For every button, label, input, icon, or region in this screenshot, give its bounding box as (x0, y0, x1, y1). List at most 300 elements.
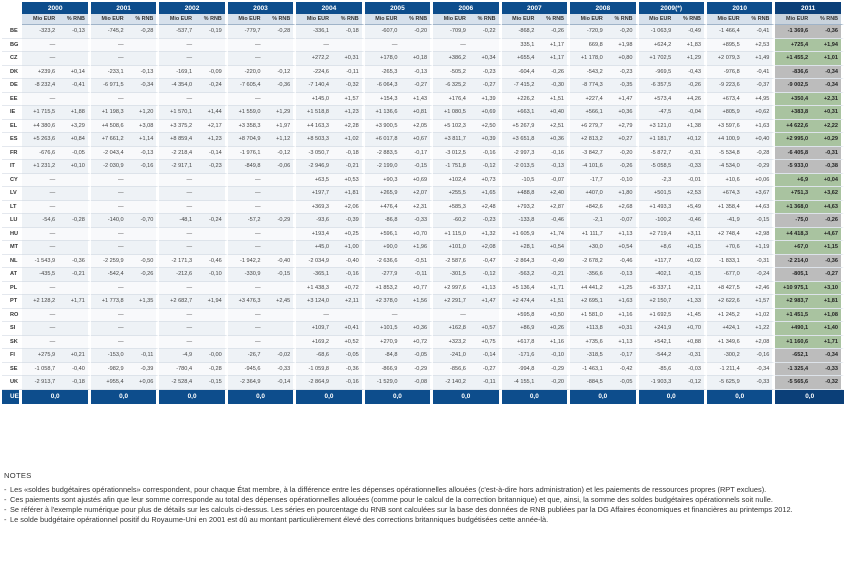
value-mio-eur: -224,6 (296, 66, 332, 80)
value-pct-rnb: +1,15 (811, 241, 844, 255)
value-pct-rnb: +2,31 (400, 201, 433, 215)
value-mio-eur: -220,0 (228, 66, 264, 80)
value-mio-eur: -54,6 (22, 214, 58, 228)
value-mio-eur: +255,5 (433, 187, 469, 201)
country-code: CZ (2, 52, 22, 66)
value-pct-rnb: -0,33 (743, 376, 776, 390)
value-mio-eur: -945,6 (228, 363, 264, 377)
value-mio-eur: +30,0 (570, 241, 606, 255)
value-pct-rnb: +1,40 (811, 322, 844, 336)
value-mio-eur: -60,2 (433, 214, 469, 228)
value-pct-rnb: +2,87 (537, 201, 570, 215)
value-pct-rnb: -0,51 (400, 255, 433, 269)
value-pct-rnb: +2,79 (606, 120, 639, 134)
value-pct-rnb: +0,21 (58, 349, 91, 363)
value-pct-rnb: +1,29 (264, 106, 297, 120)
value-mio-eur: +2 983,7 (775, 295, 811, 309)
value-mio-eur: +2 682,7 (159, 295, 195, 309)
value-pct-rnb: -0,01 (674, 174, 707, 188)
value-mio-eur: +1 559,0 (228, 106, 264, 120)
value-mio-eur: +178,0 (365, 52, 401, 66)
value-mio-eur: -537,7 (159, 25, 195, 39)
value-pct-rnb: -0,20 (400, 25, 433, 39)
value-pct-rnb (127, 174, 160, 188)
value-mio-eur: +1 181,7 (639, 133, 675, 147)
total-value: 0,0 (433, 390, 501, 404)
value-pct-rnb: +1,32 (469, 228, 502, 242)
value-mio-eur: -4 534,0 (707, 160, 743, 174)
value-pct-rnb: +0,54 (606, 241, 639, 255)
value-pct-rnb: +0,36 (537, 133, 570, 147)
value-pct-rnb: -0,12 (674, 376, 707, 390)
country-code: NL (2, 255, 22, 269)
value-pct-rnb: +2,51 (537, 120, 570, 134)
value-mio-eur: -505,2 (433, 66, 469, 80)
value-pct-rnb: +1,49 (743, 52, 776, 66)
value-mio-eur: -2 030,9 (91, 160, 127, 174)
value-mio-eur: +1 605,9 (502, 228, 538, 242)
value-pct-rnb: -0,05 (606, 376, 639, 390)
value-mio-eur: — (22, 336, 58, 350)
value-pct-rnb: +1,43 (400, 93, 433, 107)
mio-eur-header: Mio EUR (365, 14, 401, 25)
value-mio-eur: -652,1 (775, 349, 811, 363)
value-pct-rnb: +1,12 (264, 133, 297, 147)
value-mio-eur: +1 178,0 (570, 52, 606, 66)
country-code: DK (2, 66, 22, 80)
value-mio-eur: — (159, 309, 195, 323)
value-mio-eur: +8,6 (639, 241, 675, 255)
value-mio-eur: -2 883,5 (365, 147, 401, 161)
value-mio-eur: +3 651,8 (502, 133, 538, 147)
value-mio-eur: +1 245,2 (707, 309, 743, 323)
value-pct-rnb: -0,16 (332, 268, 365, 282)
value-pct-rnb: -0,36 (264, 79, 297, 93)
table-row (2, 106, 844, 120)
value-mio-eur: — (228, 322, 264, 336)
value-mio-eur: +5 263,6 (22, 133, 58, 147)
value-pct-rnb (58, 187, 91, 201)
value-mio-eur: +1 702,5 (639, 52, 675, 66)
table-row (2, 79, 844, 93)
operational-balance-table (2, 2, 844, 404)
value-mio-eur: — (91, 187, 127, 201)
value-pct-rnb: -0,29 (400, 363, 433, 377)
year-header: 2001 (91, 2, 159, 14)
value-mio-eur: — (22, 322, 58, 336)
value-pct-rnb: -0,13 (127, 147, 160, 161)
value-mio-eur: +28,1 (502, 241, 538, 255)
value-mio-eur: — (228, 336, 264, 350)
value-mio-eur: — (228, 93, 264, 107)
value-pct-rnb: +1,35 (127, 295, 160, 309)
table-row (2, 349, 844, 363)
value-mio-eur: -849,8 (228, 160, 264, 174)
value-pct-rnb (195, 309, 228, 323)
value-mio-eur: +1 136,6 (365, 106, 401, 120)
year-header: 2000 (22, 2, 90, 14)
value-pct-rnb: -0,47 (469, 255, 502, 269)
value-pct-rnb (58, 228, 91, 242)
value-pct-rnb: -0,31 (674, 147, 707, 161)
value-pct-rnb (195, 282, 228, 296)
value-pct-rnb: +2,05 (400, 120, 433, 134)
table-row (2, 174, 844, 188)
year-header-row (2, 2, 844, 14)
country-code: SE (2, 363, 22, 377)
value-mio-eur: -84,8 (365, 349, 401, 363)
table-row (2, 52, 844, 66)
value-pct-rnb: -0,10 (195, 268, 228, 282)
value-pct-rnb: +1,81 (332, 187, 365, 201)
value-pct-rnb: +1,94 (811, 39, 844, 53)
notes-list (4, 485, 834, 525)
value-pct-rnb (195, 93, 228, 107)
value-mio-eur: +4 418,3 (775, 228, 811, 242)
value-mio-eur: +8 704,9 (228, 133, 264, 147)
value-mio-eur: +1 493,3 (639, 201, 675, 215)
value-mio-eur: +90,0 (365, 241, 401, 255)
value-pct-rnb: -0,00 (195, 349, 228, 363)
table-row (2, 39, 844, 53)
value-pct-rnb: -0,35 (606, 79, 639, 93)
value-pct-rnb: -0,13 (606, 268, 639, 282)
value-pct-rnb: +1,20 (127, 106, 160, 120)
table-row (2, 201, 844, 215)
value-pct-rnb: +2,53 (743, 39, 776, 53)
value-pct-rnb: +2,68 (606, 201, 639, 215)
value-mio-eur: — (22, 282, 58, 296)
value-pct-rnb: -0,24 (195, 79, 228, 93)
value-mio-eur: — (91, 228, 127, 242)
country-code: MT (2, 241, 22, 255)
value-mio-eur: +101,5 (365, 322, 401, 336)
table-row (2, 93, 844, 107)
value-pct-rnb: +0,39 (469, 133, 502, 147)
value-pct-rnb: -0,41 (743, 25, 776, 39)
value-pct-rnb (58, 322, 91, 336)
pct-rnb-header: % RNB (674, 14, 707, 25)
mio-eur-header: Mio EUR (502, 14, 538, 25)
value-pct-rnb: -0,27 (469, 363, 502, 377)
value-mio-eur: -720,9 (570, 25, 606, 39)
value-mio-eur: -976,8 (707, 66, 743, 80)
value-pct-rnb: +3,08 (127, 120, 160, 134)
country-subheader-blank (2, 14, 22, 25)
value-pct-rnb (264, 174, 297, 188)
pct-rnb-header: % RNB (195, 14, 228, 25)
value-pct-rnb: -0,50 (127, 255, 160, 269)
value-mio-eur: +8 427,5 (707, 282, 743, 296)
value-mio-eur: -5 058,5 (639, 160, 675, 174)
value-mio-eur: — (228, 174, 264, 188)
value-pct-rnb: -0,33 (674, 160, 707, 174)
value-mio-eur: +90,3 (365, 174, 401, 188)
value-pct-rnb: -0,39 (332, 214, 365, 228)
value-mio-eur: — (159, 228, 195, 242)
value-pct-rnb: +1,23 (195, 133, 228, 147)
value-pct-rnb: -0,34 (127, 79, 160, 93)
mio-eur-header: Mio EUR (639, 14, 675, 25)
table-row (2, 120, 844, 134)
value-pct-rnb (195, 201, 228, 215)
total-value: 0,0 (775, 390, 844, 404)
table-row (2, 255, 844, 269)
mio-eur-header: Mio EUR (433, 14, 469, 25)
value-mio-eur: +6 017,8 (365, 133, 401, 147)
value-mio-eur: -4 354,0 (159, 79, 195, 93)
pct-rnb-header: % RNB (606, 14, 639, 25)
value-pct-rnb: -0,24 (195, 214, 228, 228)
value-mio-eur: -3 012,5 (433, 147, 469, 161)
value-mio-eur: -4 101,6 (570, 160, 606, 174)
value-mio-eur: — (22, 201, 58, 215)
value-pct-rnb (469, 309, 502, 323)
value-mio-eur: +2 150,7 (639, 295, 675, 309)
value-mio-eur: -542,4 (91, 268, 127, 282)
value-pct-rnb: +0,72 (332, 282, 365, 296)
value-mio-eur: +4 508,6 (91, 120, 127, 134)
value-pct-rnb: -0,14 (264, 376, 297, 390)
value-pct-rnb: +4,67 (811, 228, 844, 242)
value-mio-eur: -836,6 (775, 66, 811, 80)
value-mio-eur: +4 380,6 (22, 120, 58, 134)
value-mio-eur: -68,6 (296, 349, 332, 363)
value-pct-rnb (127, 309, 160, 323)
value-mio-eur: +145,0 (296, 93, 332, 107)
value-mio-eur: +1 115,0 (433, 228, 469, 242)
value-pct-rnb: +1,81 (811, 295, 844, 309)
value-mio-eur: -1 463,1 (570, 363, 606, 377)
value-pct-rnb (127, 39, 160, 53)
value-pct-rnb: -0,07 (537, 174, 570, 188)
value-mio-eur: — (22, 241, 58, 255)
value-mio-eur: — (433, 39, 469, 53)
value-pct-rnb: +0,69 (400, 174, 433, 188)
value-pct-rnb: +0,88 (674, 336, 707, 350)
value-mio-eur: -2 259,9 (91, 255, 127, 269)
value-mio-eur: -1 211,4 (707, 363, 743, 377)
value-pct-rnb: +0,10 (58, 160, 91, 174)
value-pct-rnb (58, 93, 91, 107)
value-mio-eur: +674,3 (707, 187, 743, 201)
value-mio-eur: +4 441,2 (570, 282, 606, 296)
country-code: HU (2, 228, 22, 242)
value-pct-rnb (264, 93, 297, 107)
value-mio-eur: +1 518,8 (296, 106, 332, 120)
country-code: SI (2, 322, 22, 336)
country-code: CY (2, 174, 22, 188)
value-pct-rnb (195, 228, 228, 242)
value-mio-eur: — (159, 201, 195, 215)
value-mio-eur: -336,1 (296, 25, 332, 39)
mio-eur-header: Mio EUR (159, 14, 195, 25)
value-pct-rnb: +0,06 (743, 174, 776, 188)
value-pct-rnb: +1,14 (127, 133, 160, 147)
value-pct-rnb: -0,42 (606, 363, 639, 377)
value-mio-eur: — (91, 201, 127, 215)
value-pct-rnb: -0,28 (127, 25, 160, 39)
value-mio-eur: +6 279,7 (570, 120, 606, 134)
value-mio-eur: -1 976,1 (228, 147, 264, 161)
value-pct-rnb: -0,18 (332, 25, 365, 39)
value-mio-eur: — (159, 93, 195, 107)
value-pct-rnb: +2,07 (400, 187, 433, 201)
value-mio-eur: +424,1 (707, 322, 743, 336)
table-row (2, 25, 844, 39)
value-pct-rnb: +1,83 (674, 39, 707, 53)
total-value: 0,0 (228, 390, 296, 404)
value-mio-eur: +323,2 (433, 336, 469, 350)
value-pct-rnb: -0,13 (127, 66, 160, 80)
value-mio-eur: -17,7 (570, 174, 606, 188)
value-mio-eur: +45,0 (296, 241, 332, 255)
pct-rnb-header: % RNB (264, 14, 297, 25)
country-header-blank (2, 2, 22, 14)
value-pct-rnb: -0,07 (606, 214, 639, 228)
value-mio-eur: -2 917,1 (159, 160, 195, 174)
value-mio-eur: +490,1 (775, 322, 811, 336)
value-mio-eur: -41,9 (707, 214, 743, 228)
value-mio-eur: — (159, 282, 195, 296)
value-mio-eur: +1 438,3 (296, 282, 332, 296)
value-pct-rnb: +1,45 (674, 309, 707, 323)
value-pct-rnb: -0,14 (469, 349, 502, 363)
value-mio-eur: +10 975,1 (775, 282, 811, 296)
value-pct-rnb: +1,88 (58, 106, 91, 120)
value-mio-eur: — (159, 174, 195, 188)
value-mio-eur: +3 358,3 (228, 120, 264, 134)
value-pct-rnb: +1,63 (606, 295, 639, 309)
value-pct-rnb: -0,05 (332, 349, 365, 363)
value-pct-rnb: +0,62 (743, 106, 776, 120)
value-pct-rnb: +1,51 (537, 93, 570, 107)
country-code: FI (2, 349, 22, 363)
value-pct-rnb: +0,53 (332, 174, 365, 188)
value-mio-eur: +407,0 (570, 187, 606, 201)
value-mio-eur: -6 064,3 (365, 79, 401, 93)
value-mio-eur: +6 337,1 (639, 282, 675, 296)
value-pct-rnb: -0,26 (537, 25, 570, 39)
value-pct-rnb: -0,34 (811, 66, 844, 80)
value-pct-rnb: +0,50 (537, 309, 570, 323)
value-mio-eur: -5 872,7 (639, 147, 675, 161)
value-mio-eur: +383,8 (775, 106, 811, 120)
value-pct-rnb: +1,17 (537, 52, 570, 66)
value-mio-eur: +270,9 (365, 336, 401, 350)
value-pct-rnb (264, 322, 297, 336)
value-mio-eur: — (228, 39, 264, 53)
value-pct-rnb: -0,26 (674, 79, 707, 93)
value-pct-rnb: -0,18 (58, 376, 91, 390)
value-pct-rnb: +0,67 (400, 133, 433, 147)
table-row (2, 66, 844, 80)
value-pct-rnb (264, 52, 297, 66)
value-pct-rnb: -0,13 (537, 160, 570, 174)
value-mio-eur: +10,6 (707, 174, 743, 188)
value-pct-rnb: -0,27 (469, 79, 502, 93)
value-mio-eur: — (22, 174, 58, 188)
value-mio-eur: -1 063,9 (639, 25, 675, 39)
value-mio-eur: -435,5 (22, 268, 58, 282)
value-mio-eur: -563,2 (502, 268, 538, 282)
value-mio-eur: +5 136,4 (502, 282, 538, 296)
value-pct-rnb: -0,06 (264, 160, 297, 174)
value-pct-rnb: -0,40 (332, 255, 365, 269)
table-row (2, 282, 844, 296)
value-pct-rnb (195, 52, 228, 66)
value-pct-rnb: -0,34 (743, 363, 776, 377)
value-mio-eur: — (91, 174, 127, 188)
value-mio-eur: -543,2 (570, 66, 606, 80)
value-pct-rnb: -0,19 (195, 25, 228, 39)
value-pct-rnb: -0,23 (195, 160, 228, 174)
pct-rnb-header: % RNB (400, 14, 433, 25)
value-pct-rnb: +2,11 (674, 282, 707, 296)
value-pct-rnb: -0,12 (469, 268, 502, 282)
value-mio-eur: -607,0 (365, 25, 401, 39)
value-mio-eur: +566,1 (570, 106, 606, 120)
value-mio-eur: -6 971,5 (91, 79, 127, 93)
value-pct-rnb (332, 309, 365, 323)
value-pct-rnb (195, 174, 228, 188)
value-mio-eur: +3 124,0 (296, 295, 332, 309)
value-mio-eur: +585,3 (433, 201, 469, 215)
value-mio-eur: -6 357,5 (639, 79, 675, 93)
value-mio-eur: -169,1 (159, 66, 195, 80)
year-header: 2008 (570, 2, 638, 14)
value-mio-eur: -745,2 (91, 25, 127, 39)
total-label: UE (2, 390, 22, 404)
value-mio-eur: +3 900,5 (365, 120, 401, 134)
total-value: 0,0 (707, 390, 775, 404)
value-mio-eur: +197,7 (296, 187, 332, 201)
value-mio-eur: -85,6 (639, 363, 675, 377)
value-mio-eur: — (22, 52, 58, 66)
value-mio-eur: -868,2 (502, 25, 538, 39)
value-pct-rnb: +0,75 (469, 336, 502, 350)
notes-section (4, 471, 834, 525)
value-pct-rnb (127, 187, 160, 201)
value-pct-rnb (264, 241, 297, 255)
value-pct-rnb: +1,71 (537, 282, 570, 296)
value-pct-rnb: -0,04 (674, 106, 707, 120)
value-mio-eur: +2 378,0 (365, 295, 401, 309)
value-mio-eur: +350,4 (775, 93, 811, 107)
value-mio-eur: +4 622,6 (775, 120, 811, 134)
value-mio-eur: +227,4 (570, 93, 606, 107)
value-mio-eur: +2 622,6 (707, 295, 743, 309)
value-pct-rnb: +2,46 (743, 282, 776, 296)
value-mio-eur: -805,1 (775, 268, 811, 282)
value-pct-rnb: -0,27 (811, 268, 844, 282)
value-mio-eur: +1 198,3 (91, 106, 127, 120)
value-pct-rnb: +1,13 (469, 282, 502, 296)
value-pct-rnb: -0,13 (58, 25, 91, 39)
table-row (2, 322, 844, 336)
value-mio-eur: +226,2 (502, 93, 538, 107)
mio-eur-header: Mio EUR (775, 14, 811, 25)
value-pct-rnb: +0,41 (332, 322, 365, 336)
value-mio-eur: +109,7 (296, 322, 332, 336)
value-pct-rnb: +2,17 (195, 120, 228, 134)
value-mio-eur: -48,1 (159, 214, 195, 228)
value-pct-rnb: +1,65 (469, 187, 502, 201)
value-mio-eur: — (22, 187, 58, 201)
value-mio-eur: +793,2 (502, 201, 538, 215)
value-mio-eur: -365,1 (296, 268, 332, 282)
value-mio-eur: -1 058,7 (22, 363, 58, 377)
